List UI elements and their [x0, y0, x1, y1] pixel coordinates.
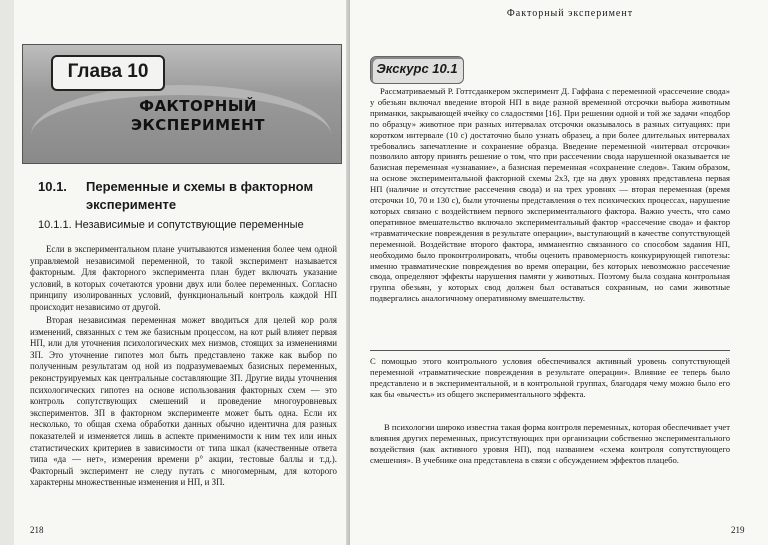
excursus-box [370, 56, 464, 84]
left-paragraph-2: Вторая независимая переменная может вводиться для целей кор роля изменений, связанных с тем же базисным процессом, на кот рый влияет первая НП, или для уточнения психологических мех низмов, стоящих за изменениями ЗП. Это уточнение гипотез мол быть представлено также как выбор по полученным результатам од ной из подразумеваемых базисных переменных, реконструируемых как центральные составляющие ЗП. Другие виды уточнения психологических гипотез на основе использования факторных схем — это контроль сопутствующих смешений и проведение многоуровневых экспериментов. ЗП в факторном эксперименте может быть одна. Если их несколько, то общая схема обработки данных обычно идентична для разных показателей и изменяется лишь в аспекте применимости к ним тех или иных статистических критериев в зависимости от типа шкал (качественные ответа типа «да — нет», измерения времени р° акции, тестовые баллы и т.д.). Факторный эксперимент не следу путать с многомерным, для которого характерны множественные изменения и НП, и ЗП. [30, 315, 337, 488]
right-paragraph-final: В психологии широко известна такая форма контроля переменных, которая обеспечивает учет влияния других переменных, присутствующих при организации собственно экспериментального воздействия (как активного уровня НП), под названием «схема контроля сопутствующего смешения». В учебнике она представлена в связи с обсуждением эффектов плацебо. [370, 422, 730, 465]
section-title-line2: эксперименте [86, 197, 177, 212]
excursus-label: Экскурс 10.1 [376, 61, 458, 76]
chapter-title: ФАКТОРНЫЙ ЭКСПЕРИМЕНТ [130, 97, 266, 134]
section-title-line1: Переменные и схемы в факторном [86, 179, 314, 194]
chapter-label: Глава 10 [51, 55, 165, 91]
page-number-right: 219 [731, 525, 745, 535]
chapter-banner [22, 44, 342, 164]
section-number: 10.1. [38, 179, 67, 194]
right-paragraph-after: С помощью этого контрольного условия обеспечивался активный уровень сопутствующей переменной «травматические повреждения в результате операции». Влияние ее теперь было представлено и в экспериментальной, и в контрольной группах, благодаря чему можно было его как бы «вычесть» из общего экспериментального эффекта. [370, 356, 730, 399]
running-head: Факторный эксперимент [506, 8, 634, 19]
page-number-left: 218 [30, 525, 44, 535]
section-heading [38, 178, 338, 214]
excursus-divider [370, 350, 730, 351]
excursus-text: Рассматриваемый Р. Готтсданкером эксперимент Д. Гаффана с переменной «рассечение свода» у обезьян включал введение второй НП в виде разной временной отсрочки выбора животным приманки, закрывающей ячейку со сладостями [16]. При решении одной и той же задачи «подбор по образцу» животное при разных интервалах отсрочки оказывалось в разных ситуациях: при коротком интервале (10 с) достаточно было узнать образец, а при более длительных интервалах требовались запечатление и сохранение образца. Введение переменной «интервал отсрочки» позволило автору принять решение о том, что при рассечении свода нарушенной оказывается не базисная переменная «узнавание», а базисная переменная «сохранение следов». Таким образом, на основе экспериментальной факторной схемы 2х3, где на двух уровнях представлена первая НП (наличие и отсутствие рассечения свода) и на трех уровнях — вторая переменная (время отсрочки 10, 70 и 130 с), были уточнены представления о тех психических процессах, нарушение которых связано с воздействием первого экспериментального фактора. Важно учесть, что само оперативное вмешательство включало экспериментальный фактор «рассечение свода» и фактор «травматические повреждения в результате операции», выступающий в качестве сопутствующей переменной. Воздействие второго фактора, имманентно связанного со способом задания НП, необходимо было проконтролировать, чтобы оценить правомерность конкурирующей гипотезы: именно травматические повреждения во время операции, без которых невозможно рассечение свода, определяют эффекты нарушения памяти у животных. Поэтому была создана контрольная группа обезьян, у которых свод должен был оставаться сохранным, но сами животные подвергались аналогичному оперативному вмешательству. [370, 86, 730, 304]
left-paragraph-1: Если в экспериментальном плане учитываются изменения более чем одной управляемой независимой переменной, то такой эксперимент называется факторным. Для факторного эксперимента план будет включать указание условий, в которых сочетаются уровни двух или более переменных. Согласно принципу изолированных условий, функциональный контроль каждой НП происходит независимо от другой. [30, 244, 337, 312]
subsection-heading: 10.1.1. Независимые и сопутствующие переменные [38, 219, 304, 231]
